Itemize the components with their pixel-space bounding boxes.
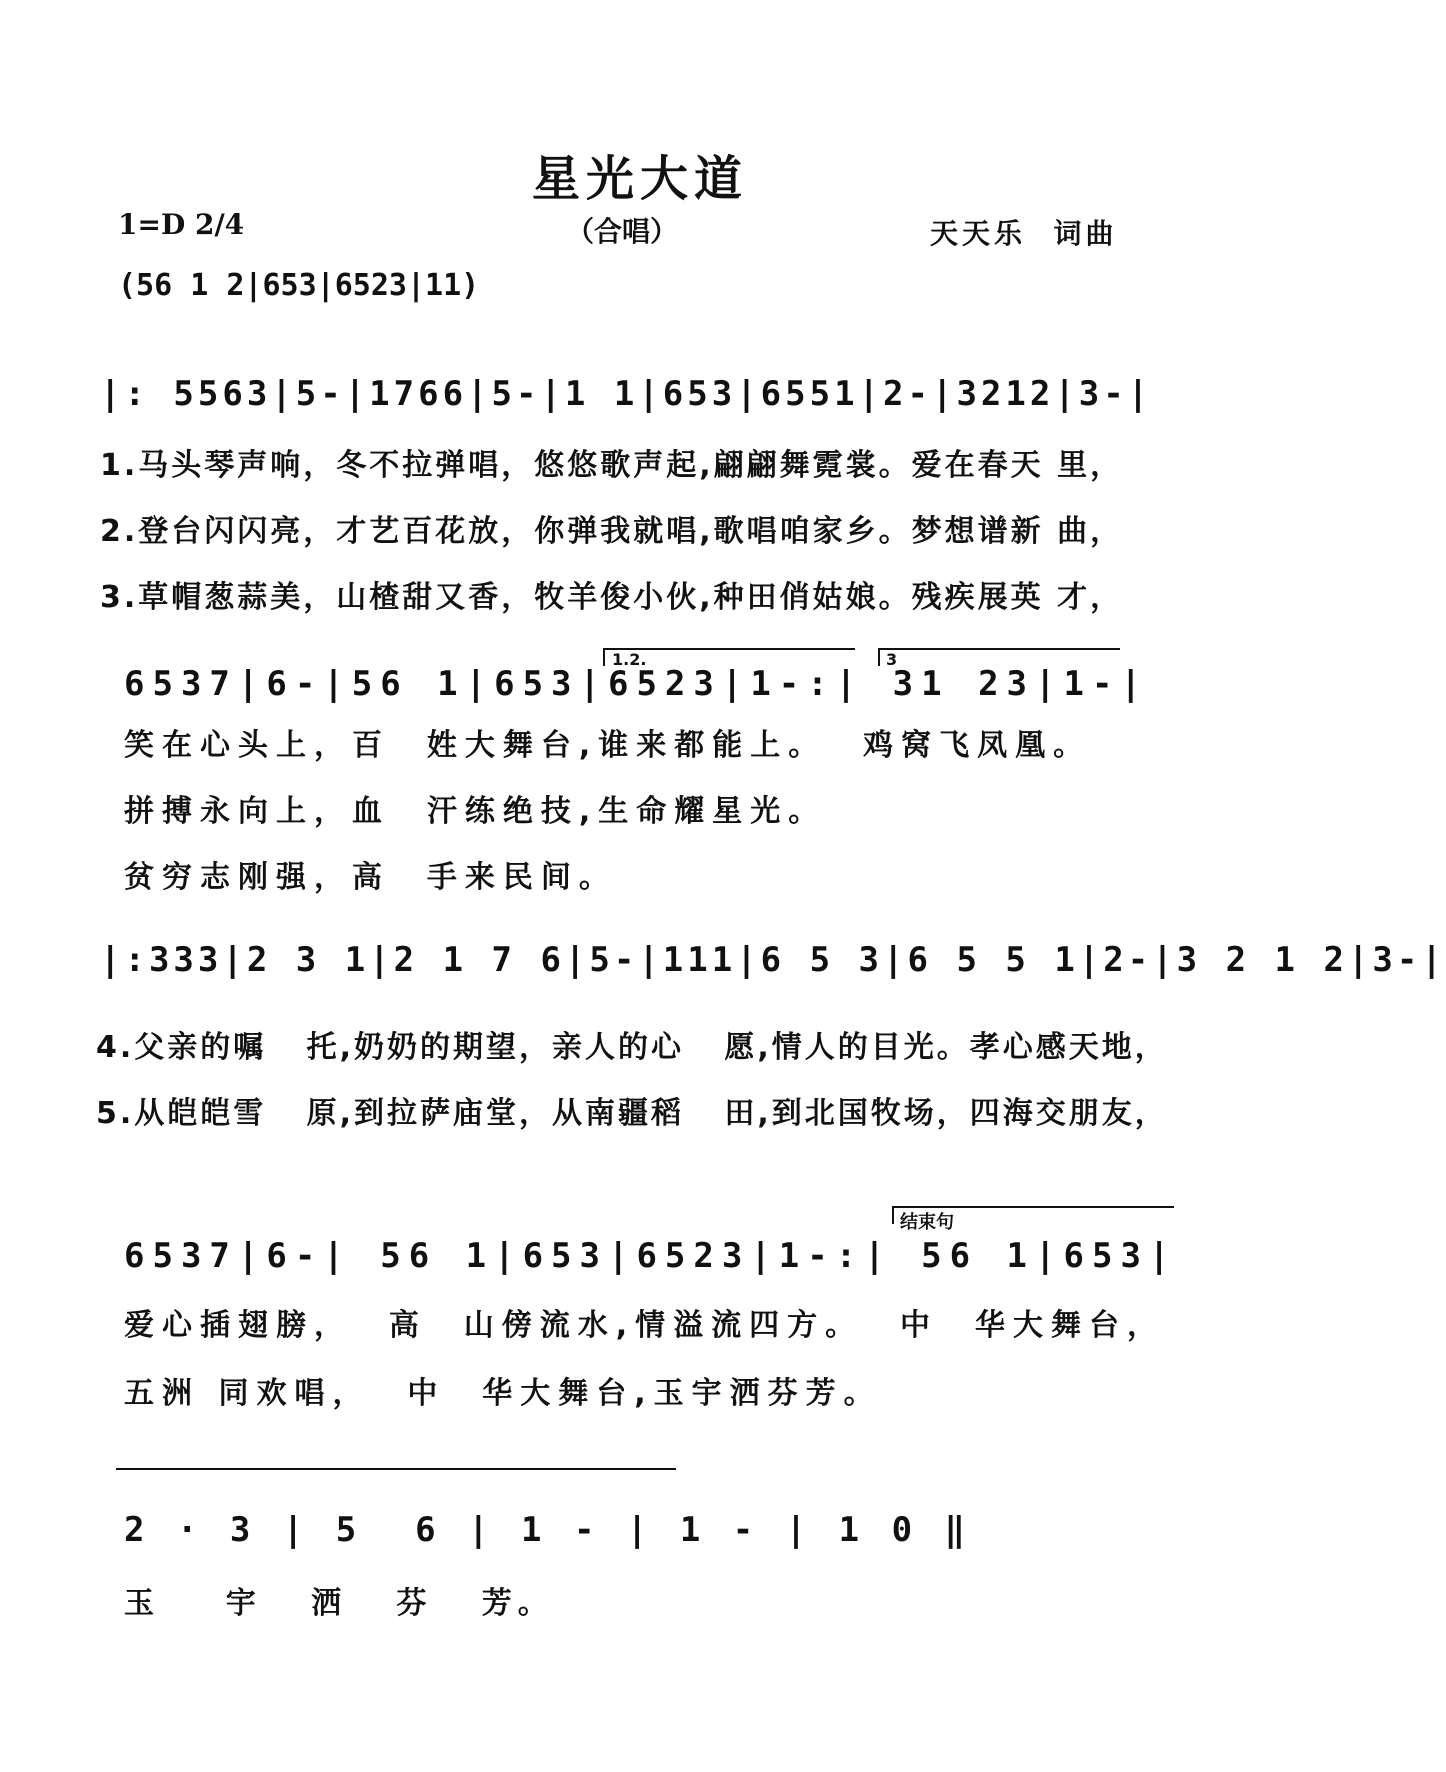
section3-verse-4: 4.父亲的嘱 托,奶奶的期望，亲人的心 愿,情人的目光。孝心感天地， <box>96 1030 1168 1065</box>
second-ending-label: 3 <box>886 650 898 669</box>
section2-verse-2: 拼搏永向上，血 汗练绝技,生命耀星光。 <box>124 794 827 829</box>
section4-verse-1: 爱心插翅膀， 高 山傍流水,情溢流四方。 中 华大舞台， <box>124 1308 1165 1343</box>
section2-verse-1: 笑在心头上，百 姓大舞台,谁来都能上。 鸡窝飞凤凰。 <box>124 728 1092 763</box>
author: 天天乐 词曲 <box>930 217 1118 250</box>
section1-verse-3: 3.草帽葱蒜美，山楂甜又香，牧羊俊小伙,种田俏姑娘。残疾展英 才， <box>100 580 1124 615</box>
key-meter: 1=D 2/4 <box>118 208 245 241</box>
section4-notes: 6537|6-| 56 1|653|6523|1-:| 56 1|653| <box>124 1236 1178 1276</box>
section2-notes: 6537|6-|56 1|653|6523|1-:| 31 23|1-| <box>124 664 1149 704</box>
subtitle: （合唱） <box>566 215 679 248</box>
section1-notes: |: 5563|5-|1766|5-|1 1|653|6551|2-|3212|3-| <box>100 374 1153 414</box>
section5-verse: 玉 宇 洒 芬 芳。 <box>124 1586 554 1621</box>
section4-verse-2: 五洲 同欢唱， 中 华大舞台,玉宇洒芬芳。 <box>124 1376 882 1411</box>
section3-verse-5: 5.从皑皑雪 原,到拉萨庙堂，从南疆稻 田,到北国牧场，四海交朋友， <box>96 1096 1168 1131</box>
section1-verse-1: 1.马头琴声响，冬不拉弹唱，悠悠歌声起,翩翩舞霓裳。爱在春天 里， <box>100 448 1124 483</box>
first-ending-label: 1.2. <box>612 650 647 669</box>
section2-verse-3: 贫穷志刚强，高 手来民间。 <box>124 860 617 895</box>
coda-label: 结束句 <box>900 1212 954 1233</box>
intro-notes: (56 1 2|653|6523|11) <box>118 268 480 303</box>
final-bracket <box>116 1468 676 1470</box>
song-title: 星光大道 <box>531 151 748 207</box>
second-ending-bracket <box>880 648 1120 650</box>
section5-notes: 2 · 3 | 5 6 | 1 - | 1 - | 1 0 ‖ <box>124 1510 972 1550</box>
section3-notes: |:333|2 3 1|2 1 7 6|5-|111|6 5 3|6 5 5 1|2-|3 2 1 2|3-| <box>100 940 1446 980</box>
section1-verse-2: 2.登台闪闪亮，才艺百花放，你弹我就唱,歌唱咱家乡。梦想谱新 曲， <box>100 514 1124 549</box>
